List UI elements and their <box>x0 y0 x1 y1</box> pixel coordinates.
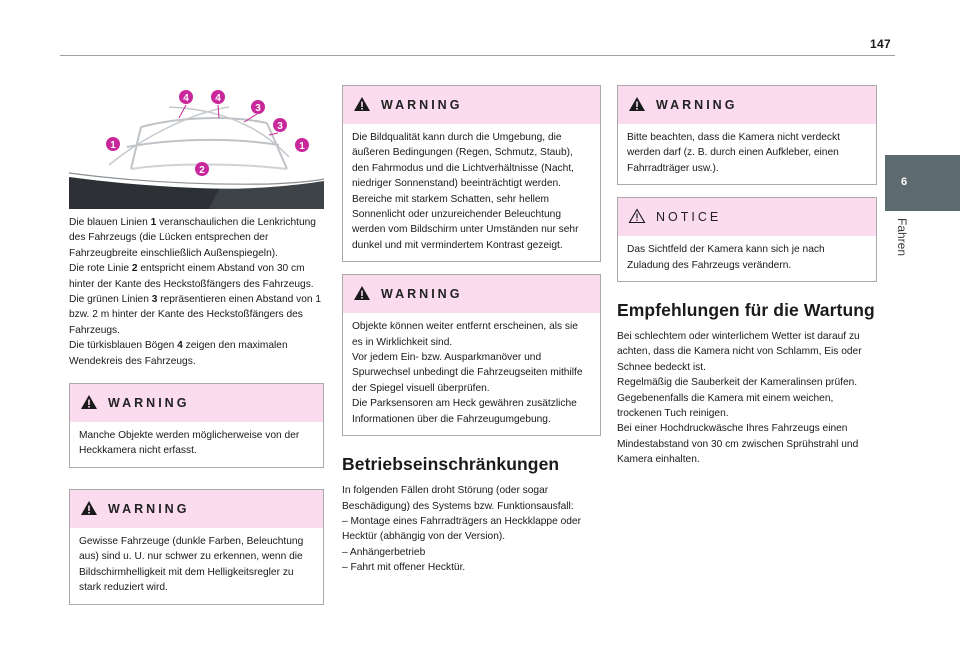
warning-header <box>343 86 600 124</box>
warning-text: Manche Objekte werden möglicherweise von der Heckkamera nicht erfasst. <box>79 430 300 457</box>
column-3 <box>617 85 877 468</box>
warning-header <box>343 275 600 313</box>
warning-icon <box>353 285 371 301</box>
warning-text: Die Bildqualität kann durch die Umgebung, die äußeren Bedingungen (Regen, Schmutz, Staub), den Fahrmodus und die Lichtverhältnisse (Nacht, niedriger Sonnenstand) beeinträchtigt werden. Bereiche mit starkem Schatten, sehr hellem Sonnenlicht oder unzureichender Beleuchtung werden vom Bildschirm unter Umständen nur sehr dunkel und mit vermindertem Kontrast gezeigt. <box>352 132 579 251</box>
chapter-label-container <box>893 218 909 268</box>
section-title: Empfehlungen für die Wartung <box>617 300 875 321</box>
marker-1-right <box>295 138 309 152</box>
svg-text:3: 3 <box>277 121 283 132</box>
column-2 <box>342 85 601 576</box>
section-line: In folgenden Fällen droht Störung (oder sogar Beschädigung) des Systems bzw. Funktionsausfall: <box>342 485 574 512</box>
marker-1-left <box>106 137 120 151</box>
camera-guide-illustration <box>69 85 324 209</box>
line-legend <box>69 215 324 369</box>
warning-icon <box>80 394 98 410</box>
marker-4-left <box>179 90 193 104</box>
chapter-label: Fahren <box>895 218 909 257</box>
section-line: – Fahrt mit offener Hecktür. <box>342 562 466 574</box>
warning-text: Gewisse Fahrzeuge (dunkle Farben, Beleuchtung aus) sind u. U. nur schwer zu erkennen, wenn die Bildschirmhelligkeit mit dem Helligkeitsregler zu stark reduziert wird. <box>79 535 304 594</box>
svg-text:1: 1 <box>299 141 305 152</box>
notice-title: NOTICE <box>656 210 722 225</box>
warning-title: WARNING <box>381 98 463 112</box>
column-1 <box>69 85 324 605</box>
marker-3-upper <box>251 100 265 114</box>
notice-header <box>618 198 876 236</box>
legend-line-1: Die blauen Linien 1 veranschaulichen die Lenkrichtung des Fahrzeugs (die Lücken entsprechen der Fahrzeugbreite einschließlich Außenspiegeln). <box>69 217 316 259</box>
warning-box <box>617 85 877 185</box>
warning-title: WARNING <box>108 396 190 411</box>
notice-icon <box>628 208 646 224</box>
svg-text:3: 3 <box>255 103 261 114</box>
section-operating-limits <box>342 454 601 575</box>
section-title: Betriebseinschränkungen <box>342 454 560 475</box>
section-line: Bei einer Hochdruckwäsche Ihres Fahrzeugs einen Mindestabstand von 30 cm zwischen Sprühstrahl und Kamera einhalten. <box>617 423 859 466</box>
camera-guide-figure <box>69 85 324 209</box>
page-number: 147 <box>870 37 891 51</box>
legend-line-2: Die rote Linie 2 entspricht einem Abstand von 30 cm hinter der Kante des Heckstoßfängers des Fahrzeugs. <box>69 263 314 290</box>
warning-icon <box>353 96 371 112</box>
svg-text:2: 2 <box>199 165 205 176</box>
svg-text:4: 4 <box>183 93 189 104</box>
chapter-tab[interactable] <box>885 155 960 211</box>
notice-text: Das Sichtfeld der Kamera kann sich je nach Zuladung des Fahrzeugs verändern. <box>627 244 825 271</box>
section-body <box>617 329 877 468</box>
svg-text:4: 4 <box>215 93 221 104</box>
notice-box <box>617 197 877 282</box>
section-line: – Anhängerbetrieb <box>342 546 426 558</box>
section-line: Bei schlechtem oder winterlichem Wetter ist darauf zu achten, dass die Kamera nicht von Schlamm, Eis oder Schnee bedeckt ist. <box>617 331 862 373</box>
warning-icon <box>80 500 98 516</box>
warning-icon <box>628 96 646 112</box>
marker-2 <box>195 162 209 176</box>
section-body <box>342 483 601 575</box>
warning-box <box>342 274 601 436</box>
warning-box <box>69 489 324 605</box>
section-line: – Montage eines Fahrradträgers an Heckklappe oder Hecktür (abhängig von der Version). <box>342 515 581 543</box>
warning-title: WARNING <box>108 501 190 516</box>
section-line: Regelmäßig die Sauberkeit der Kameralinsen prüfen. Gegebenenfalls die Kamera mit einem weichen, trockenen Tuch reinigen. <box>617 377 858 420</box>
marker-4-right <box>211 90 225 104</box>
warning-title: WARNING <box>381 287 463 302</box>
legend-line-4: Die türkisblauen Bögen 4 zeigen den maximalen Wendekreis des Fahrzeugs. <box>69 340 288 367</box>
legend-line-3: Die grünen Linien 3 repräsentieren einen Abstand von 1 bzw. 2 m hinter der Kante des Heckstoßfängers des Fahrzeugs. <box>69 294 322 336</box>
warning-header <box>70 490 323 528</box>
warning-text: Bitte beachten, dass die Kamera nicht verdeckt werden darf (z. B. durch einen Aufkleber, einen Fahrradträger usw.). <box>627 132 840 174</box>
header-divider <box>60 55 895 56</box>
warning-box <box>342 85 601 262</box>
warning-box <box>69 383 324 468</box>
warning-header <box>618 86 876 124</box>
warning-header <box>70 384 323 422</box>
svg-text:1: 1 <box>110 140 116 151</box>
marker-3-lower <box>273 118 287 132</box>
warning-title: WARNING <box>656 98 738 112</box>
warning-text: Objekte können weiter entfernt erscheinen, als sie es in Wirklichkeit sind. Vor jedem Ein- bzw. Ausparkmanöver und Spurwechsel unbedingt die Fahrzeugseiten mithilfe der Spiegel visuell überprüfen. Die Parksensoren am Heck gewähren zusätzliche Informationen über die Fahrzeugumgebung. <box>352 321 583 425</box>
section-maintenance <box>617 300 877 468</box>
chapter-number: 6 <box>901 176 908 188</box>
